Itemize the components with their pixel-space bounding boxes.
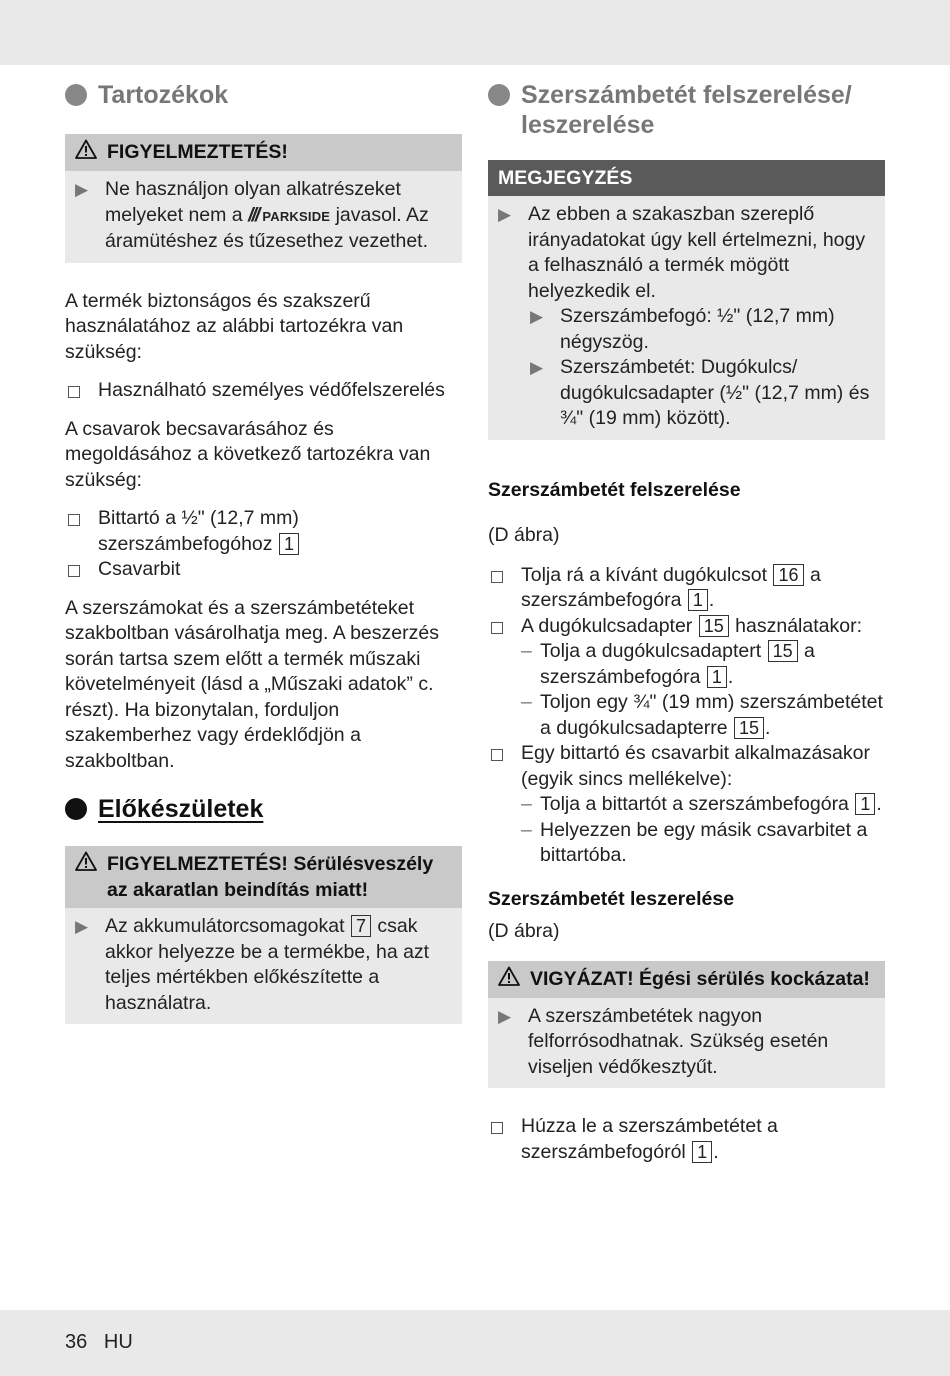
triangle-bullet-icon: ▶	[530, 307, 544, 326]
checklist-item: Csavarbit	[65, 557, 462, 583]
warning-triangle-icon	[75, 139, 107, 166]
checkbox-icon	[65, 378, 98, 404]
triangle-bullet-icon: ▶	[498, 1006, 512, 1026]
circle-bullet-icon	[488, 84, 510, 106]
part-number: 1	[688, 589, 708, 611]
warning-header: FIGYELMEZTETÉS!	[65, 134, 462, 171]
checkbox-icon	[488, 1114, 521, 1165]
subheading-unmount: Szerszámbetét leszerelése	[488, 887, 735, 910]
part-number: 15	[768, 640, 798, 662]
part-number: 15	[699, 615, 729, 637]
triangle-bullet-icon: ▶	[498, 205, 512, 224]
warning-box-accessories	[65, 134, 462, 263]
checklist-item: Tolja rá a kívánt dugókulcsot 16 a szerszámbefogóra 1 .	[488, 563, 885, 614]
caution-header: VIGYÁZAT! Égési sérülés kockázata!	[488, 961, 885, 998]
section-heading-elokeszuletek: Előkészületek	[65, 794, 462, 824]
note-subitem: ▶ Szerszámbefogó: ½" (12,7 mm) négyszög.	[530, 304, 871, 355]
checklist-item: Bittartó a ½" (12,7 mm) szerszámbefogóhoz 1	[65, 506, 462, 557]
warning-item: ▶ Ne használjon olyan alkatrészeket melyeket nem a /// PARKSIDE javasol. Az áramütéshez és tűzesethez vezethet.	[75, 177, 448, 255]
triangle-bullet-icon: ▶	[75, 180, 89, 199]
checkbox-icon	[65, 506, 98, 557]
dash-item: – Tolja a dugókulcsadaptert 15 a szerszámbefogóra 1 .	[521, 640, 815, 688]
dash-item: – Helyezzen be egy másik csavarbitet a bittartóba.	[521, 818, 868, 866]
warning-box-preparation	[65, 846, 462, 1024]
dash-item: – Tolja a bittartót a szerszámbefogóra 1 .	[521, 793, 882, 815]
note-item: ▶ Az ebben a szakaszban szereplő irányadatokat úgy kell értelmezni, hogy a felhasználó a termék mögött helyezkedik el.	[498, 202, 871, 304]
caution-box	[488, 961, 885, 1089]
paragraph: A szerszámokat és a szerszámbetéteket szakboltban vásárolhatja meg. A beszerzés során tartsa szem előtt a termék műszaki követelményeit (lásd a „Műszaki adatok” c. részt). Ha bizonytalan, forduljon szakemberhez vagy érdeklődjön a szakboltban.	[65, 596, 439, 772]
part-number: 1	[707, 666, 727, 688]
paragraph: A termék biztonságos és szakszerű használatához az alábbi tartozékra van szükség:	[65, 289, 404, 363]
part-number: 1	[279, 533, 299, 555]
section-heading-tartozekok: Tartozékok	[65, 80, 462, 110]
left-column	[65, 80, 462, 1050]
language-code: HU	[103, 1331, 133, 1353]
dash-item: – Toljon egy ¾" (19 mm) szerszámbetétet a dugókulcsadapterre 15 .	[521, 691, 883, 739]
circle-bullet-icon	[65, 798, 87, 820]
figure-reference: (D ábra)	[488, 524, 560, 546]
checkbox-icon	[488, 741, 521, 792]
triangle-bullet-icon: ▶	[75, 917, 89, 936]
part-number: 16	[773, 564, 803, 586]
figure-reference: (D ábra)	[488, 920, 560, 942]
checklist-item: Használható személyes védőfelszerelés	[65, 378, 462, 404]
section-heading-szerszambetet: Szerszámbetét felszerelése/ leszerelése	[488, 80, 885, 140]
part-number: 1	[692, 1141, 712, 1163]
circle-bullet-icon	[65, 84, 87, 106]
note-box	[488, 160, 885, 440]
note-header: MEGJEGYZÉS	[488, 160, 885, 196]
part-number: 1	[855, 793, 875, 815]
checkbox-icon	[488, 563, 521, 614]
triangle-bullet-icon: ▶	[530, 358, 544, 377]
parkside-logo-mark: ///	[248, 203, 259, 226]
subheading-mount: Szerszámbetét felszerelése	[488, 478, 741, 501]
part-number: 15	[734, 717, 764, 739]
checklist-item: Egy bittartó és csavarbit alkalmazásakor (egyik sincs mellékelve):	[488, 741, 885, 792]
checklist-item: Húzza le a szerszámbetétet a szerszámbefogóról 1 .	[488, 1114, 885, 1165]
parkside-logo: PARKSIDE	[262, 208, 331, 224]
part-number: 7	[351, 915, 371, 937]
header-bar	[0, 0, 950, 65]
note-subitem: ▶ Szerszámbetét: Dugókulcs/ dugókulcsadapter (½" (12,7 mm) és ¾" (19 mm) között).	[530, 355, 871, 432]
page-number: 36 HU	[65, 1331, 133, 1353]
checklist-item: A dugókulcsadapter 15 használatakor:	[488, 614, 885, 640]
warning-header: FIGYELMEZTETÉS! Sérülésveszély az akaratlan beindítás miatt!	[65, 846, 462, 908]
right-column	[488, 80, 885, 1165]
checkbox-icon	[488, 614, 521, 640]
warning-triangle-icon	[75, 851, 107, 878]
footer-bar	[0, 1310, 950, 1376]
warning-triangle-icon	[498, 966, 530, 993]
paragraph: A csavarok becsavarásához és megoldásához a következő tartozékra van szükség:	[65, 417, 431, 491]
warning-item: ▶ Az akkumulátorcsomagokat 7 csak akkor helyezze be a termékbe, ha azt teljes mértékben előkészítette a használatra.	[75, 914, 448, 1016]
checkbox-icon	[65, 557, 98, 583]
caution-item: ▶ A szerszámbetétek nagyon felforrósodhatnak. Szükség esetén viseljen védőkesztyűt.	[498, 1004, 871, 1081]
